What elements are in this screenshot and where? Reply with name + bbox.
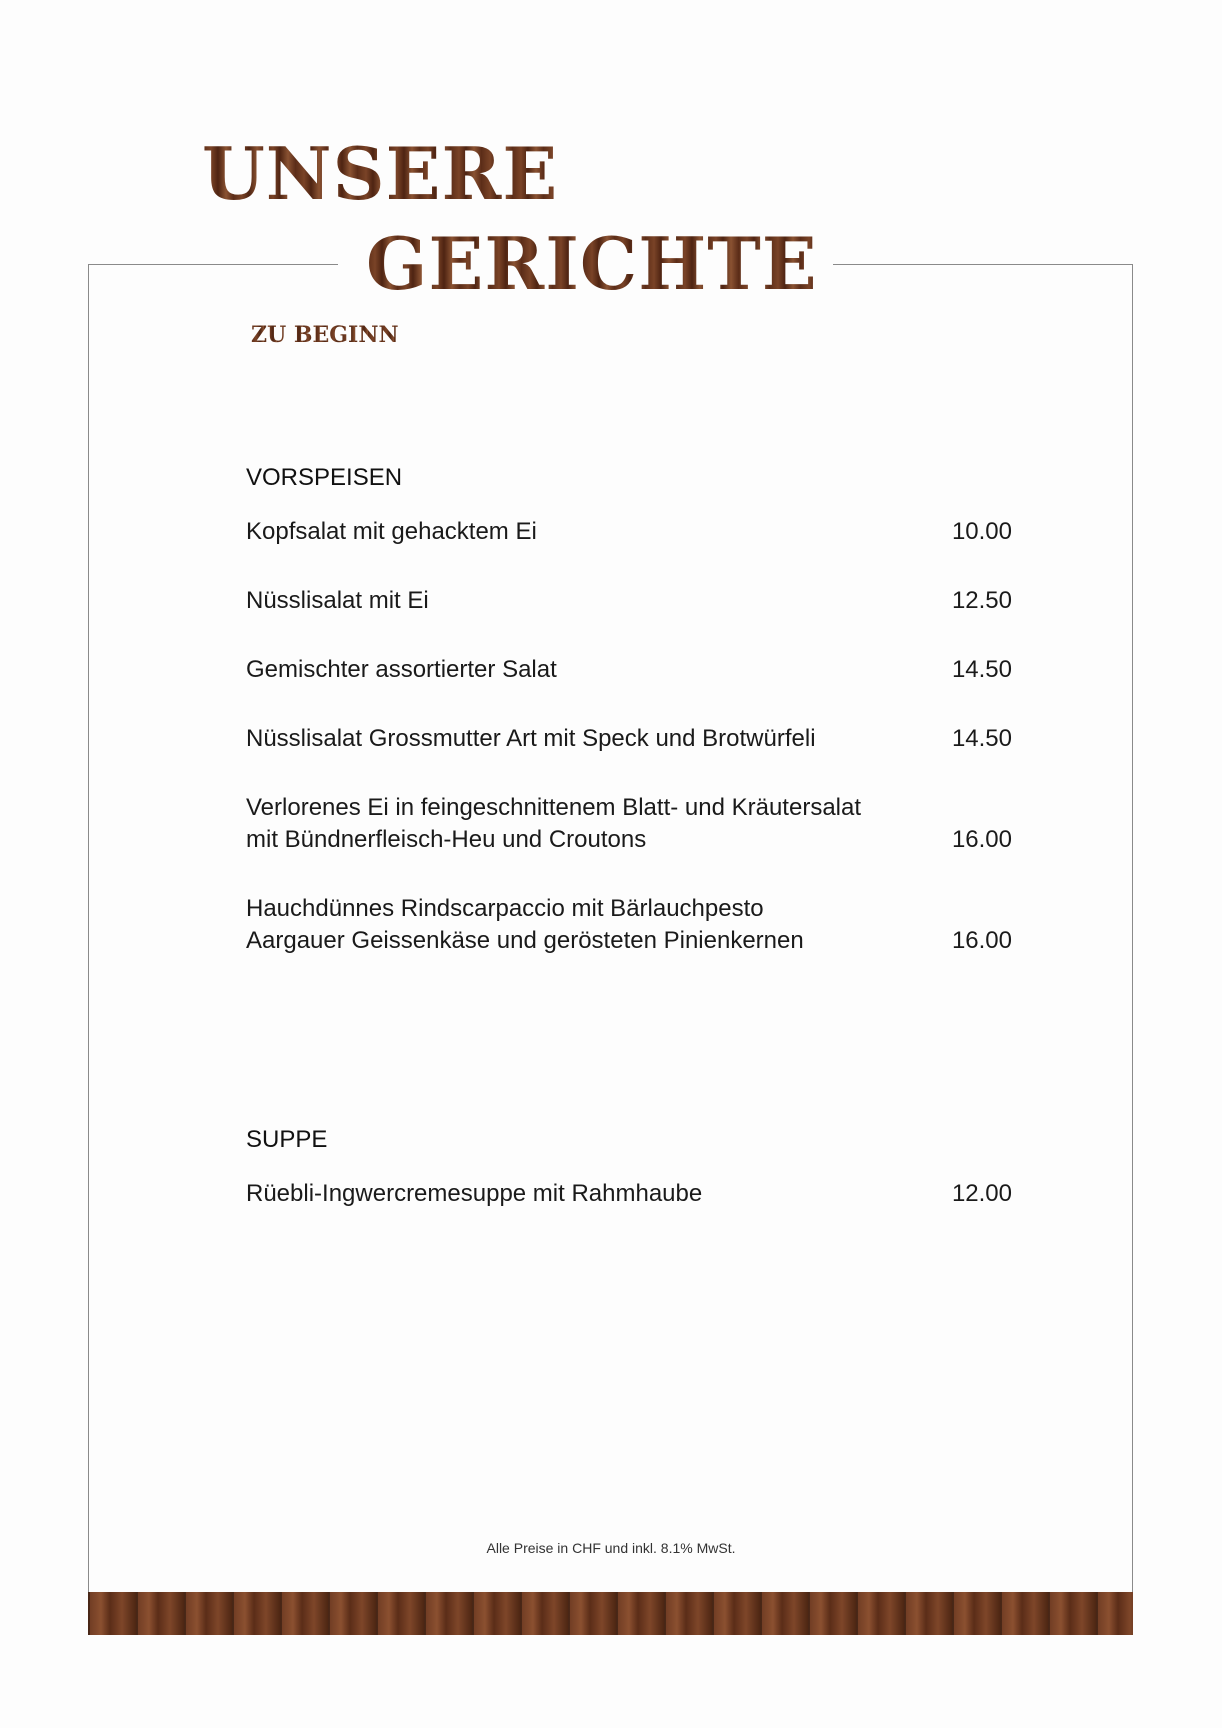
item-price: 16.00 bbox=[951, 826, 1012, 853]
item-name bbox=[246, 585, 886, 617]
item-price: 14.50 bbox=[951, 725, 1012, 752]
frame-top-line-left bbox=[88, 264, 338, 265]
menu-item bbox=[246, 723, 1016, 755]
item-name bbox=[246, 654, 886, 686]
item-price: 12.50 bbox=[951, 587, 1012, 614]
item-name bbox=[246, 723, 886, 755]
menu-item bbox=[246, 1178, 1016, 1210]
wood-strip-decoration bbox=[88, 1592, 1133, 1635]
item-name bbox=[246, 893, 886, 957]
price-footnote: Alle Preise in CHF und inkl. 8.1% MwSt. bbox=[486, 1540, 736, 1556]
item-name bbox=[246, 516, 886, 548]
subtitle: ZU BEGINN bbox=[251, 322, 399, 348]
item-name-line: mit Bündnerfleisch-Heu und Croutons bbox=[246, 826, 647, 853]
item-name-line: Aargauer Geissenkäse und gerösteten Pinienkernen bbox=[246, 927, 804, 954]
item-price: 14.50 bbox=[951, 656, 1012, 683]
menu-item bbox=[246, 792, 1016, 856]
item-name-line: Rüebli-Ingwercremesuppe mit Rahmhaube bbox=[246, 1180, 703, 1207]
item-price: 16.00 bbox=[951, 927, 1012, 954]
item-name-line: Nüsslisalat mit Ei bbox=[246, 587, 429, 614]
title-line-1: UNSERE bbox=[202, 131, 559, 216]
item-name-line: Gemischter assortierter Salat bbox=[246, 656, 557, 683]
item-name-line: Kopfsalat mit gehacktem Ei bbox=[246, 518, 537, 545]
item-price: 12.00 bbox=[951, 1180, 1012, 1207]
section-heading-vorspeisen: VORSPEISEN bbox=[246, 464, 403, 491]
menu-item bbox=[246, 654, 1016, 686]
frame-top-line-right bbox=[833, 264, 1133, 265]
menu-item bbox=[246, 516, 1016, 548]
section-heading-suppe: SUPPE bbox=[246, 1126, 328, 1153]
item-name bbox=[246, 792, 886, 856]
menu-item bbox=[246, 585, 1016, 617]
item-name-line: Nüsslisalat Grossmutter Art mit Speck und Brotwürfeli bbox=[246, 725, 816, 752]
menu-item bbox=[246, 893, 1016, 957]
title-line-2: GERICHTE bbox=[366, 221, 818, 306]
item-name-line: Verlorenes Ei in feingeschnittenem Blatt- und Kräutersalat bbox=[246, 794, 862, 821]
item-name bbox=[246, 1178, 886, 1210]
item-name-line: Hauchdünnes Rindscarpaccio mit Bärlauchpesto bbox=[246, 895, 764, 922]
item-price: 10.00 bbox=[951, 518, 1012, 545]
